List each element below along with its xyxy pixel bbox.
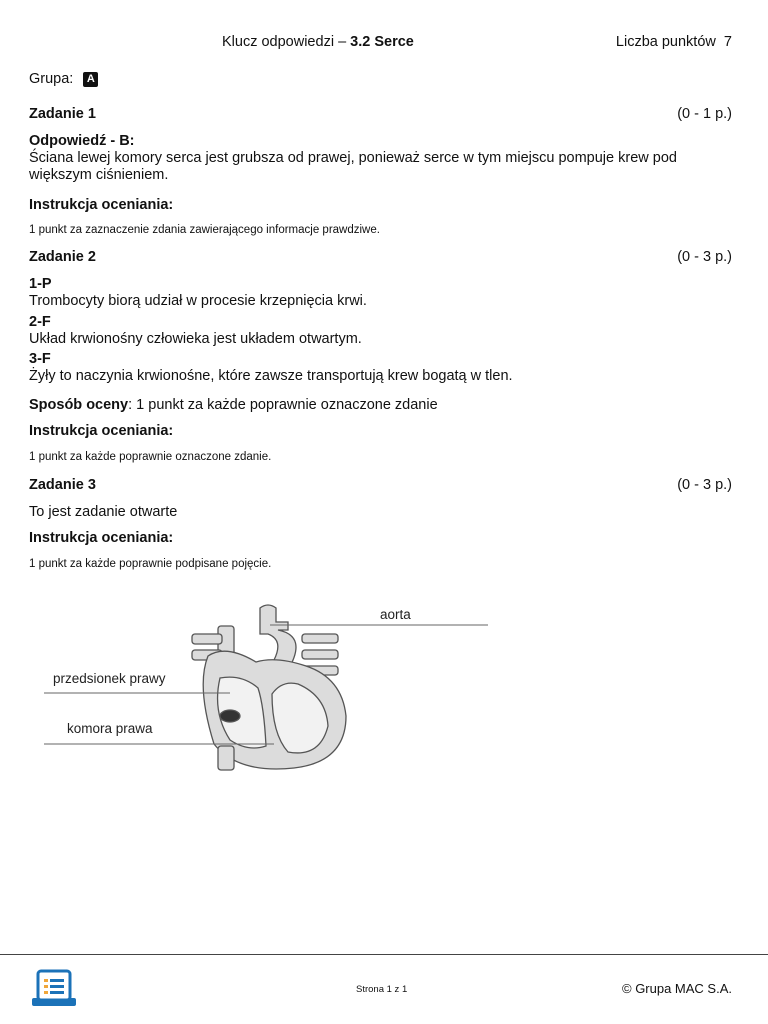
task1-answer-label: Odpowiedź - B: [29,133,135,149]
task2-item-code: 1-P [29,276,52,292]
group-row: Grupa: A [29,71,732,88]
task2-method: Sposób oceny: 1 punkt za każde poprawnie oznaczone zdanie [29,397,438,413]
task2-item-text: Układ krwionośny człowieka jest układem otwartym. [29,331,362,347]
label-right-ventricle: komora prawa [67,721,153,736]
heart-diagram [40,598,500,778]
label-aorta: aorta [380,607,411,622]
task2-item-text: Żyły to naczynia krwionośne, które zawsze transportują krew bogatą w tlen. [29,368,513,384]
copyright: © Grupa MAC S.A. [622,981,732,996]
task3-instr-label: Instrukcja oceniania: [29,530,174,546]
label-right-atrium: przedsionek prawy [53,671,166,686]
task1-instr-text: 1 punkt za zaznaczenie zdania zawierającego informacje prawdziwe. [29,224,380,236]
task1-answer-text: Ściana lewej komory serca jest grubsza od prawej, ponieważ serce w tym miejscu pompuje krew pod większym ciśnieniem. [29,150,677,183]
book-tablet-icon [30,968,78,1010]
task2-item-text: Trombocyty biorą udział w procesie krzepnięcia krwi. [29,293,367,309]
heart-illustration [192,605,346,770]
document-title: Klucz odpowiedzi – 3.2 Serce [222,34,414,50]
task2-instr-text: 1 punkt za każde poprawnie oznaczone zdanie. [29,451,272,463]
task2-item-code: 2-F [29,314,51,330]
task3-open-text: To jest zadanie otwarte [29,504,178,520]
task2-instr-label: Instrukcja oceniania: [29,423,174,439]
task1-title: Zadanie 1 (0 - 1 p.) [29,106,732,122]
task3-points: (0 - 3 p.) [677,477,732,493]
footer-divider [0,954,768,955]
task3-title: Zadanie 3 (0 - 3 p.) [29,477,732,493]
group-badge: A [83,72,98,87]
task2-item-code: 3-F [29,351,51,367]
task3-instr-text: 1 punkt za każde poprawnie podpisane pojęcie. [29,558,272,570]
task2-title: Zadanie 2 (0 - 3 p.) [29,249,732,265]
page-number: Strona 1 z 1 [356,984,408,995]
task1-points: (0 - 1 p.) [677,106,732,122]
points-total: Liczba punktów 7 [615,34,732,50]
task1-instr-label: Instrukcja oceniania: [29,197,174,213]
task2-points: (0 - 3 p.) [677,249,732,265]
